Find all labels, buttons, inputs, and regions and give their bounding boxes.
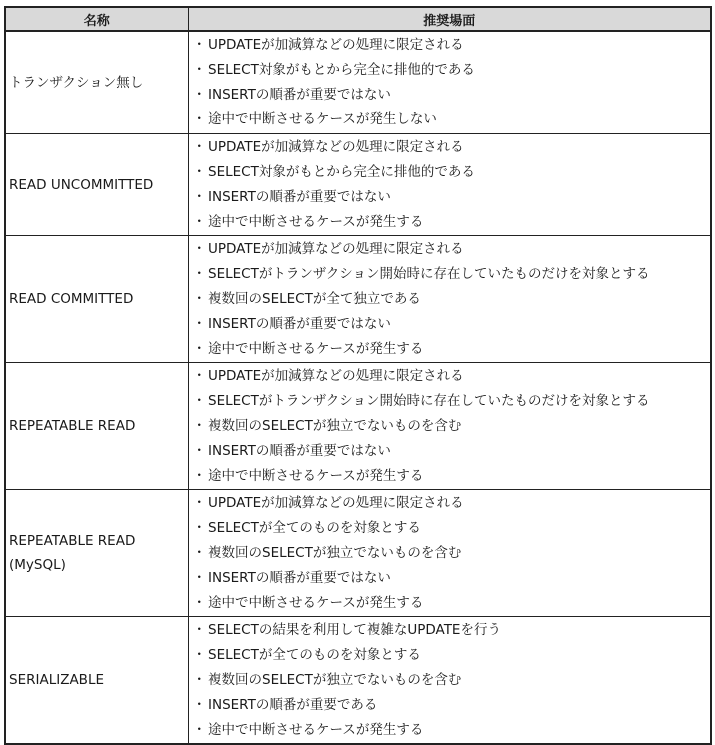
bullet-mark: ・ xyxy=(192,139,206,156)
table-row xyxy=(5,617,711,744)
recommended-use-cell xyxy=(188,490,711,617)
table-header-row xyxy=(5,7,711,31)
recommended-use-item xyxy=(189,643,711,668)
recommended-use-item xyxy=(189,718,711,743)
isolation-level-table xyxy=(4,6,712,745)
table-row xyxy=(5,363,711,490)
recommended-use-text: INSERTの順番が重要ではない xyxy=(208,188,391,205)
bullet-mark: ・ xyxy=(192,696,206,713)
recommended-use-item xyxy=(189,210,711,235)
bullet-mark: ・ xyxy=(192,671,206,688)
recommended-use-item xyxy=(189,618,711,643)
bullet-mark: ・ xyxy=(192,647,206,664)
recommended-use-cell xyxy=(188,31,711,134)
isolation-level-name xyxy=(5,236,188,363)
recommended-use-item xyxy=(189,237,711,262)
recommended-use-cell xyxy=(188,134,711,236)
recommended-use-item xyxy=(189,693,711,718)
recommended-use-item xyxy=(189,389,711,414)
recommended-use-item xyxy=(189,414,711,439)
recommended-use-item xyxy=(189,83,711,108)
recommended-use-item xyxy=(189,516,711,541)
table-row xyxy=(5,134,711,236)
recommended-use-text: UPDATEが加減算などの処理に限定される xyxy=(208,37,464,53)
recommended-use-item xyxy=(189,312,711,337)
recommended-use-text: SELECTが全てのものを対象とする xyxy=(208,647,421,664)
recommended-use-item xyxy=(189,287,711,312)
recommended-use-text: UPDATEが加減算などの処理に限定される xyxy=(208,368,464,385)
recommended-use-text: INSERTの順番が重要である xyxy=(208,696,378,713)
isolation-level-name xyxy=(5,134,188,236)
recommended-use-item xyxy=(189,135,711,160)
bullet-mark: ・ xyxy=(192,241,206,258)
isolation-level-name-line: トランザクション無し xyxy=(9,74,144,91)
isolation-level-name-line: REPEATABLE READ xyxy=(9,418,136,435)
recommended-use-text: UPDATEが加減算などの処理に限定される xyxy=(208,241,464,258)
recommended-use-item xyxy=(189,668,711,693)
bullet-mark: ・ xyxy=(192,544,206,561)
isolation-level-name xyxy=(5,363,188,490)
recommended-use-item xyxy=(189,58,711,83)
isolation-level-name xyxy=(5,617,188,744)
bullet-mark: ・ xyxy=(192,417,206,434)
bullet-mark: ・ xyxy=(192,340,206,357)
isolation-level-name-line: REPEATABLE READ xyxy=(9,533,136,550)
bullet-mark: ・ xyxy=(192,442,206,459)
table-row xyxy=(5,31,711,134)
bullet-mark: ・ xyxy=(192,520,206,537)
table-row xyxy=(5,490,711,617)
recommended-use-text: INSERTの順番が重要ではない xyxy=(208,315,391,332)
bullet-mark: ・ xyxy=(192,622,206,639)
recommended-use-text: UPDATEが加減算などの処理に限定される xyxy=(208,139,464,156)
recommended-use-cell xyxy=(188,363,711,490)
recommended-use-item xyxy=(189,541,711,566)
recommended-use-text: 途中で中断させるケースが発生しない xyxy=(208,111,437,128)
use-column-header: 推奨場面 xyxy=(188,7,711,31)
recommended-use-item xyxy=(189,364,711,389)
recommended-use-cell xyxy=(188,236,711,363)
bullet-mark: ・ xyxy=(192,86,206,103)
bullet-mark: ・ xyxy=(192,61,206,78)
recommended-use-text: INSERTの順番が重要ではない xyxy=(208,442,391,459)
recommended-use-text: 途中で中断させるケースが発生する xyxy=(208,213,424,230)
recommended-use-cell xyxy=(188,617,711,744)
recommended-use-item xyxy=(189,337,711,362)
table-row xyxy=(5,236,711,363)
recommended-use-text: SELECTがトランザクション開始時に存在していたものだけを対象とする xyxy=(208,266,650,283)
recommended-use-item xyxy=(189,439,711,464)
isolation-level-name xyxy=(5,490,188,617)
recommended-use-item xyxy=(189,591,711,616)
isolation-level-name-line: READ UNCOMMITTED xyxy=(9,176,154,193)
bullet-mark: ・ xyxy=(192,315,206,332)
bullet-mark: ・ xyxy=(192,569,206,586)
recommended-use-text: 途中で中断させるケースが発生する xyxy=(208,594,424,611)
recommended-use-text: SELECT対象がもとから完全に排他的である xyxy=(208,61,475,78)
bullet-mark: ・ xyxy=(192,467,206,484)
recommended-use-text: 複数回のSELECTが独立でないものを含む xyxy=(208,671,462,688)
recommended-use-text: SELECTが全てのものを対象とする xyxy=(208,520,421,537)
recommended-use-text: SELECTがトランザクション開始時に存在していたものだけを対象とする xyxy=(208,393,650,410)
bullet-mark: ・ xyxy=(192,163,206,180)
isolation-level-name-line: (MySQL) xyxy=(9,557,66,574)
recommended-use-item xyxy=(189,262,711,287)
table-body xyxy=(5,31,711,744)
recommended-use-text: UPDATEが加減算などの処理に限定される xyxy=(208,495,464,512)
bullet-mark: ・ xyxy=(192,188,206,205)
recommended-use-text: 複数回のSELECTが独立でないものを含む xyxy=(208,544,462,561)
bullet-mark: ・ xyxy=(192,290,206,307)
bullet-mark: ・ xyxy=(192,37,206,53)
recommended-use-item xyxy=(189,160,711,185)
recommended-use-item xyxy=(189,33,711,58)
isolation-level-name-line: READ COMMITTED xyxy=(9,291,134,308)
bullet-mark: ・ xyxy=(192,721,206,738)
recommended-use-text: SELECTの結果を利用して複雑なUPDATEを行う xyxy=(208,622,501,639)
recommended-use-text: 途中で中断させるケースが発生する xyxy=(208,340,424,357)
bullet-mark: ・ xyxy=(192,495,206,512)
bullet-mark: ・ xyxy=(192,368,206,385)
recommended-use-item xyxy=(189,464,711,489)
recommended-use-text: 途中で中断させるケースが発生する xyxy=(208,721,424,738)
bullet-mark: ・ xyxy=(192,213,206,230)
recommended-use-text: 途中で中断させるケースが発生する xyxy=(208,467,424,484)
bullet-mark: ・ xyxy=(192,111,206,128)
isolation-level-name-line: SERIALIZABLE xyxy=(9,672,104,689)
recommended-use-item xyxy=(189,491,711,516)
recommended-use-text: INSERTの順番が重要ではない xyxy=(208,569,391,586)
isolation-level-name xyxy=(5,31,188,134)
recommended-use-item xyxy=(189,107,711,132)
recommended-use-text: 複数回のSELECTが独立でないものを含む xyxy=(208,417,462,434)
bullet-mark: ・ xyxy=(192,266,206,283)
recommended-use-text: SELECT対象がもとから完全に排他的である xyxy=(208,163,475,180)
recommended-use-item xyxy=(189,185,711,210)
bullet-mark: ・ xyxy=(192,594,206,611)
recommended-use-text: INSERTの順番が重要ではない xyxy=(208,86,391,103)
bullet-mark: ・ xyxy=(192,393,206,410)
recommended-use-text: 複数回のSELECTが全て独立である xyxy=(208,290,421,307)
recommended-use-item xyxy=(189,566,711,591)
name-column-header: 名称 xyxy=(5,7,188,31)
